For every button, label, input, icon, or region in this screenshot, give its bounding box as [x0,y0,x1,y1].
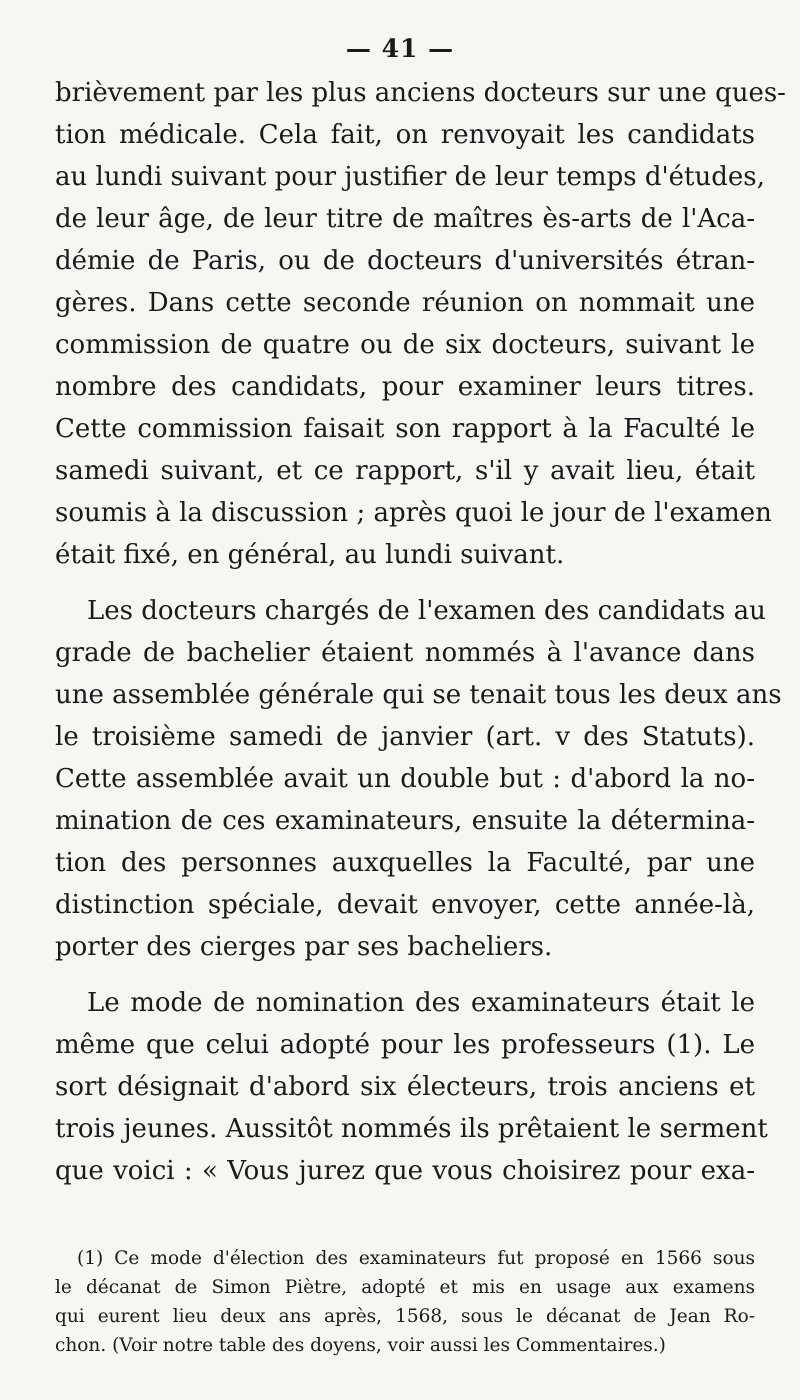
footnote-line: (1) Ce mode d'élection des examinateurs fut proposé en 1566 sous [77,1248,755,1269]
footnote-line: qui eurent lieu deux ans après, 1568, sous le décanat de Jean Ro- [55,1306,755,1327]
paragraph-2 [55,590,782,968]
text-line: tion médicale. Cela fait, on renvoyait les candidats [55,120,755,150]
text-line: brièvement par les plus anciens docteurs sur une ques- [55,78,786,108]
text-line: le troisième samedi de janvier (art. v des Statuts). [55,722,755,752]
text-line: même que celui adopté pour les professeurs (1). Le [55,1030,755,1060]
text-line: sort désignait d'abord six électeurs, trois anciens et [55,1072,755,1102]
text-line: trois jeunes. Aussitôt nommés ils prêtaient le serment [55,1114,768,1144]
text-line: gères. Dans cette seconde réunion on nommait une [55,288,755,318]
text-line: commission de quatre ou de six docteurs, suivant le [55,330,755,360]
page-number: — 41 — [345,34,455,63]
text-line: distinction spéciale, devait envoyer, cette année-là, [55,890,755,920]
text-line: Cette assemblée avait un double but : d'abord la no- [55,764,755,794]
text-line: Les docteurs chargés de l'examen des candidats au [87,596,766,626]
text-line: était fixé, en général, au lundi suivant. [55,540,565,570]
paragraph-gap [55,576,755,590]
text-line: au lundi suivant pour justifier de leur temps d'études, [55,162,765,192]
text-line: démie de Paris, ou de docteurs d'universités étran- [55,246,755,276]
text-line: Cette commission faisait son rapport à la Faculté le [55,414,755,444]
text-line: soumis à la discussion ; après quoi le jour de l'examen [55,498,772,528]
paragraph-gap [55,968,755,982]
text-line: grade de bachelier étaient nommés à l'avance dans [55,638,755,668]
footnote-line: chon. (Voir notre table des doyens, voir aussi les Commentaires.) [55,1335,666,1356]
text-line: de leur âge, de leur titre de maîtres ès-arts de l'Aca- [55,204,755,234]
text-line: que voici : « Vous jurez que vous choisirez pour exa- [55,1156,755,1186]
text-line: une assemblée générale qui se tenait tous les deux ans [55,680,782,710]
text-line: tion des personnes auxquelles la Faculté, par une [55,848,755,878]
footnote [55,1244,755,1360]
paragraph-1 [55,72,786,576]
text-line: mination de ces examinateurs, ensuite la détermina- [55,806,755,836]
main-text [55,72,786,1192]
text-line: samedi suivant, et ce rapport, s'il y avait lieu, était [55,456,755,486]
paragraph-3 [55,982,768,1192]
footnote-line: le décanat de Simon Piètre, adopté et mis en usage aux examens [55,1277,755,1298]
text-line: Le mode de nomination des examinateurs était le [87,988,755,1018]
text-line: nombre des candidats, pour examiner leurs titres. [55,372,755,402]
text-line: porter des cierges par ses bacheliers. [55,932,553,962]
